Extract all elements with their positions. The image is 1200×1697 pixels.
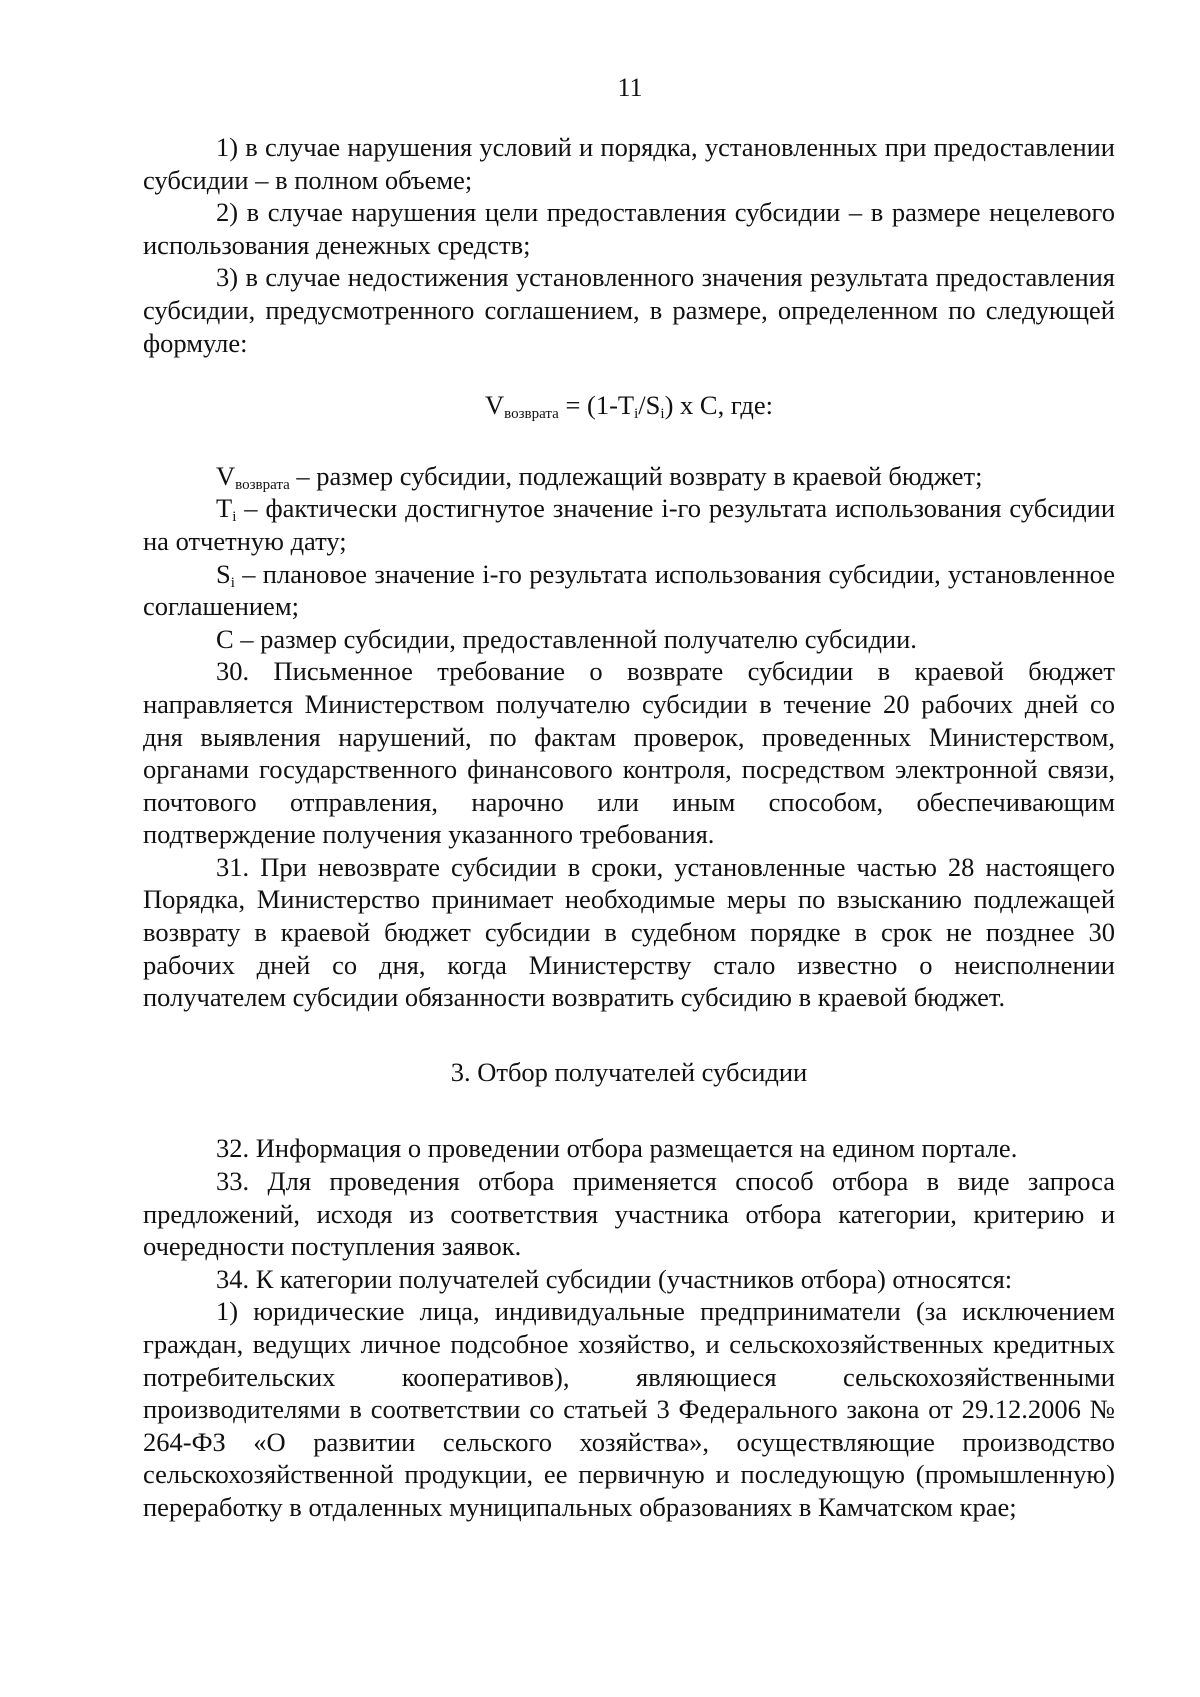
definition-v-symbol: V <box>216 460 236 491</box>
definition-v <box>143 460 1115 493</box>
definition-c: C – размер субсидии, предоставленной получателю субсидии. <box>216 623 917 654</box>
definition-s-subscript: i <box>230 574 235 591</box>
formula-v-subscript: возврата <box>504 406 559 423</box>
refund-formula <box>143 389 1115 422</box>
formula-v-symbol: V <box>485 390 505 421</box>
section-heading: 3. Отбор получателей субсидии <box>450 1056 808 1087</box>
paragraph-item-1: 1) в случае нарушения условий и порядка, установленных при предоставлении субсидии – в полном объеме; <box>143 132 1115 195</box>
formula-t-subscript: i <box>634 406 639 423</box>
definition-t <box>143 492 1115 557</box>
definition-v-text: – размер субсидии, подлежащий возврату в краевой бюджет; <box>289 460 983 491</box>
definition-v-subscript: возврата <box>235 476 290 493</box>
formula-part-1: = (1-T <box>558 390 635 421</box>
paragraph-30: 30. Письменное требование о возврате субсидии в краевой бюджет направляется Министерством получателю субсидии в течение 20 рабочих дней со дня выявления нарушений, по фактам проверок, проведенных Министерством, органами государственного финансового контроля, посредством электронной связи, почтового отправления, нарочно или иным способом, обеспечивающим подтверждение получения указанного требования. <box>143 656 1115 850</box>
definition-t-symbol: T <box>216 493 233 524</box>
formula-part-3: ) х C, где: <box>664 390 773 421</box>
definition-t-subscript: i <box>232 509 237 526</box>
definition-s <box>143 558 1115 623</box>
paragraph-34: 34. К категории получателей субсидии (участников отбора) относятся: <box>216 1263 1013 1294</box>
page-number: 11 <box>617 73 643 102</box>
paragraph-32: 32. Информация о проведении отбора размещается на едином портале. <box>216 1133 1018 1164</box>
formula-s-subscript: i <box>660 406 665 423</box>
paragraph-31: 31. При невозврате субсидии в сроки, установленные частью 28 настоящего Порядка, Министерство принимает необходимые меры по взысканию подлежащей возврату в краевой бюджет субсидии в судебном порядке в срок не позднее 30 рабочих дней со дня, когда Министерству стало известно о неисполнении получателем субсидии обязанности возвратить субсидию в краевой бюджет. <box>143 851 1115 1013</box>
document-body <box>143 131 1115 1524</box>
definition-s-text: – плановое значение i-го результата использования субсидии, установленное соглашением; <box>143 558 1115 622</box>
formula-part-2: /S <box>638 390 661 421</box>
paragraph-item-3: 3) в случае недостижения установленного значения результата предоставления субсидии, предусмотренного соглашением, в размере, определенном по следующей формуле: <box>143 262 1115 358</box>
definition-t-text: – фактически достигнутое значение i-го результата использования субсидии на отчетную дату; <box>143 493 1115 556</box>
paragraph-item-2: 2) в случае нарушения цели предоставления субсидии – в размере нецелевого использования денежных средств; <box>143 197 1115 260</box>
paragraph-34-item-1: 1) юридические лица, индивидуальные предприниматели (за исключением граждан, ведущих личное подсобное хозяйство, и сельскохозяйственных кредитных потребительских кооперативов), являющиеся сельскохозяйственными производителями в соответствии со статьей 3 Федерального закона от 29.12.2006 № 264-ФЗ «О развитии сельского хозяйства», осуществляющие производство сельскохозяйственной продукции, ее первичную и последующую (промышленную) переработку в отдаленных муниципальных образованиях в Камчатском крае; <box>143 1296 1115 1522</box>
definition-s-symbol: S <box>216 558 231 589</box>
paragraph-33: 33. Для проведения отбора применяется способ отбора в виде запроса предложений, исходя из соответствия участника отбора категории, критерию и очередности поступления заявок. <box>143 1166 1115 1262</box>
